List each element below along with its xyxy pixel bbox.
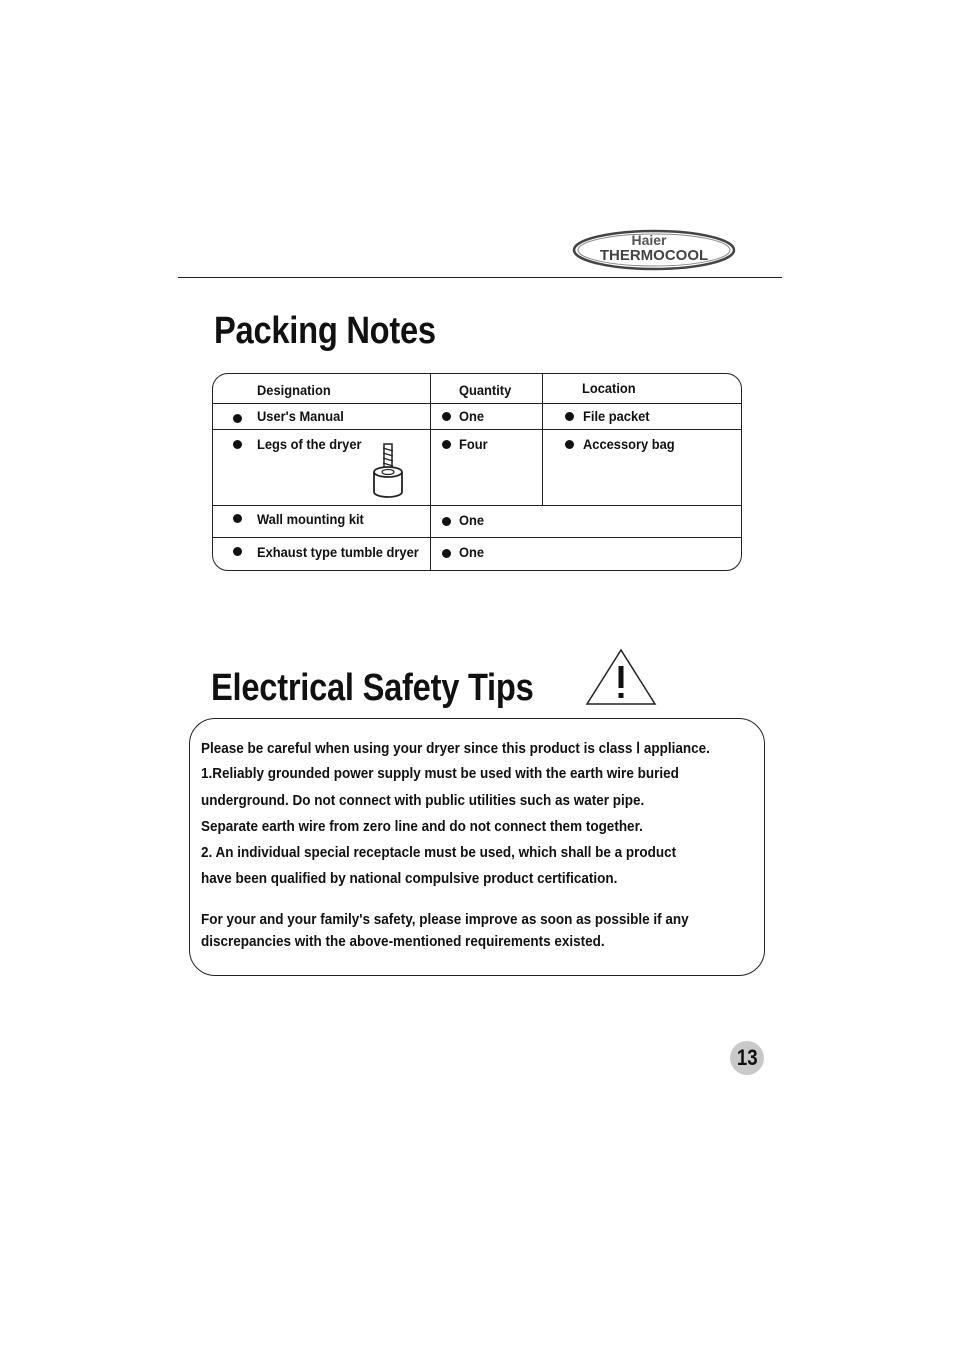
- bullet-icon: [442, 440, 451, 449]
- header-designation: Designation: [257, 382, 331, 398]
- bullet-icon: [442, 517, 451, 526]
- row-designation: Wall mounting kit: [257, 511, 364, 527]
- row-quantity: One: [459, 544, 485, 560]
- row-quantity: One: [459, 512, 485, 528]
- bullet-icon: [442, 549, 451, 558]
- row-designation: Exhaust type tumble dryer: [257, 544, 419, 560]
- bullet-icon: [233, 514, 242, 523]
- packing-table: [212, 373, 742, 571]
- row-designation: User's Manual: [257, 408, 344, 424]
- bullet-icon: [565, 440, 574, 449]
- packing-notes-title: Packing Notes: [214, 310, 436, 352]
- row-quantity: One: [459, 408, 485, 424]
- header-rule: [178, 277, 782, 278]
- bullet-icon: [565, 412, 574, 421]
- table-rule: [213, 403, 741, 404]
- row-quantity: Four: [459, 436, 488, 452]
- header-location: Location: [582, 380, 636, 396]
- safety-line: 1.Reliably grounded power supply must be used with the earth wire buried: [201, 765, 679, 782]
- bullet-icon: [233, 440, 242, 449]
- safety-line: Separate earth wire from zero line and do not connect them together.: [201, 818, 643, 835]
- dryer-leg-icon: [371, 442, 405, 498]
- page-number-text: 13: [736, 1045, 758, 1070]
- table-rule: [430, 374, 431, 570]
- table-rule: [213, 505, 741, 506]
- row-designation: Legs of the dryer: [257, 436, 362, 452]
- bullet-icon: [233, 414, 242, 423]
- table-rule: [213, 537, 741, 538]
- warning-icon: [585, 648, 657, 706]
- page-number: [730, 1041, 764, 1075]
- safety-line: underground. Do not connect with public utilities such as water pipe.: [201, 792, 645, 809]
- logo-line2: THERMOCOOL: [599, 247, 709, 264]
- logo-line1: Haier: [631, 232, 667, 248]
- safety-closing-line: discrepancies with the above-mentioned requirements existed.: [201, 933, 605, 950]
- table-rule: [213, 429, 741, 430]
- bullet-icon: [233, 547, 242, 556]
- safety-closing-line: For your and your family's safety, please improve as soon as possible if any: [201, 911, 689, 928]
- safety-line: have been qualified by national compulsive product certification.: [201, 870, 618, 887]
- safety-line: 2. An individual special receptacle must be used, which shall be a product: [201, 844, 677, 861]
- safety-line: Please be careful when using your dryer since this product is class Ⅰ appliance.: [201, 740, 710, 757]
- table-rule: [542, 374, 543, 505]
- haier-thermocool-logo: [572, 226, 736, 272]
- row-location: File packet: [583, 408, 650, 424]
- bullet-icon: [442, 412, 451, 421]
- electrical-safety-title: Electrical Safety Tips: [211, 667, 534, 709]
- row-location: Accessory bag: [583, 436, 675, 452]
- header-quantity: Quantity: [459, 382, 512, 398]
